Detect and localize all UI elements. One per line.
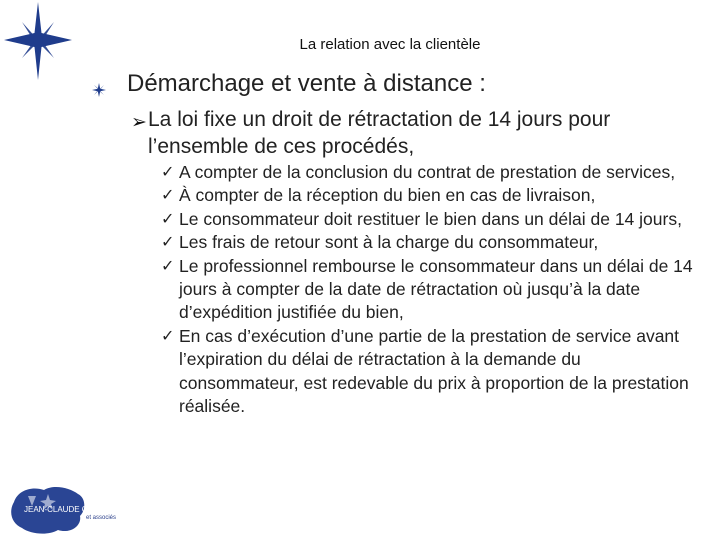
logo-subtitle: et associés [86, 515, 117, 521]
check-icon: ✓ [161, 164, 175, 181]
list-item: ✓ A compter de la conclusion du contrat de prestation de services, [161, 161, 701, 184]
list-item: ✓ Le consommateur doit restituer le bien dans un délai de 14 jours, [161, 208, 701, 231]
star-icon [2, 0, 74, 82]
check-icon: ✓ [161, 327, 175, 345]
page-title: La relation avec la clientèle [299, 36, 481, 53]
check-icon: ✓ [161, 187, 175, 205]
list-item: ✓ En cas d’exécution d’une partie de la prestation de service avant l’expiration du délai de rétractation à la demande du consommateur, est redevable du prix à proportion de la prestation réalisée. [161, 325, 689, 417]
subsection-text: La loi fixe un droit de rétractation de 14 jours pour l’ensemble de ces procédés, [148, 108, 611, 158]
list-item: ✓ Le professionnel rembourse le consommateur dans un délai de 14 jours à compter de la date de rétractation où jusqu’à la date d’expédition justifiée du bien, [161, 255, 693, 323]
list-item: ✓ Les frais de retour sont à la charge du consommateur, [161, 231, 701, 254]
section-heading: Démarchage et vente à distance : [127, 70, 486, 97]
check-icon: ✓ [161, 234, 175, 252]
check-list [161, 161, 701, 418]
list-item: ✓ À compter de la réception du bien en cas de livraison, [161, 184, 701, 207]
check-icon: ✓ [161, 257, 175, 275]
check-icon: ✓ [161, 210, 175, 228]
logo-name: JEAN-CLAUDE COULON [24, 505, 117, 514]
arrow-bullet-icon: ➢ [131, 112, 147, 133]
star-bullet-icon [92, 83, 106, 97]
